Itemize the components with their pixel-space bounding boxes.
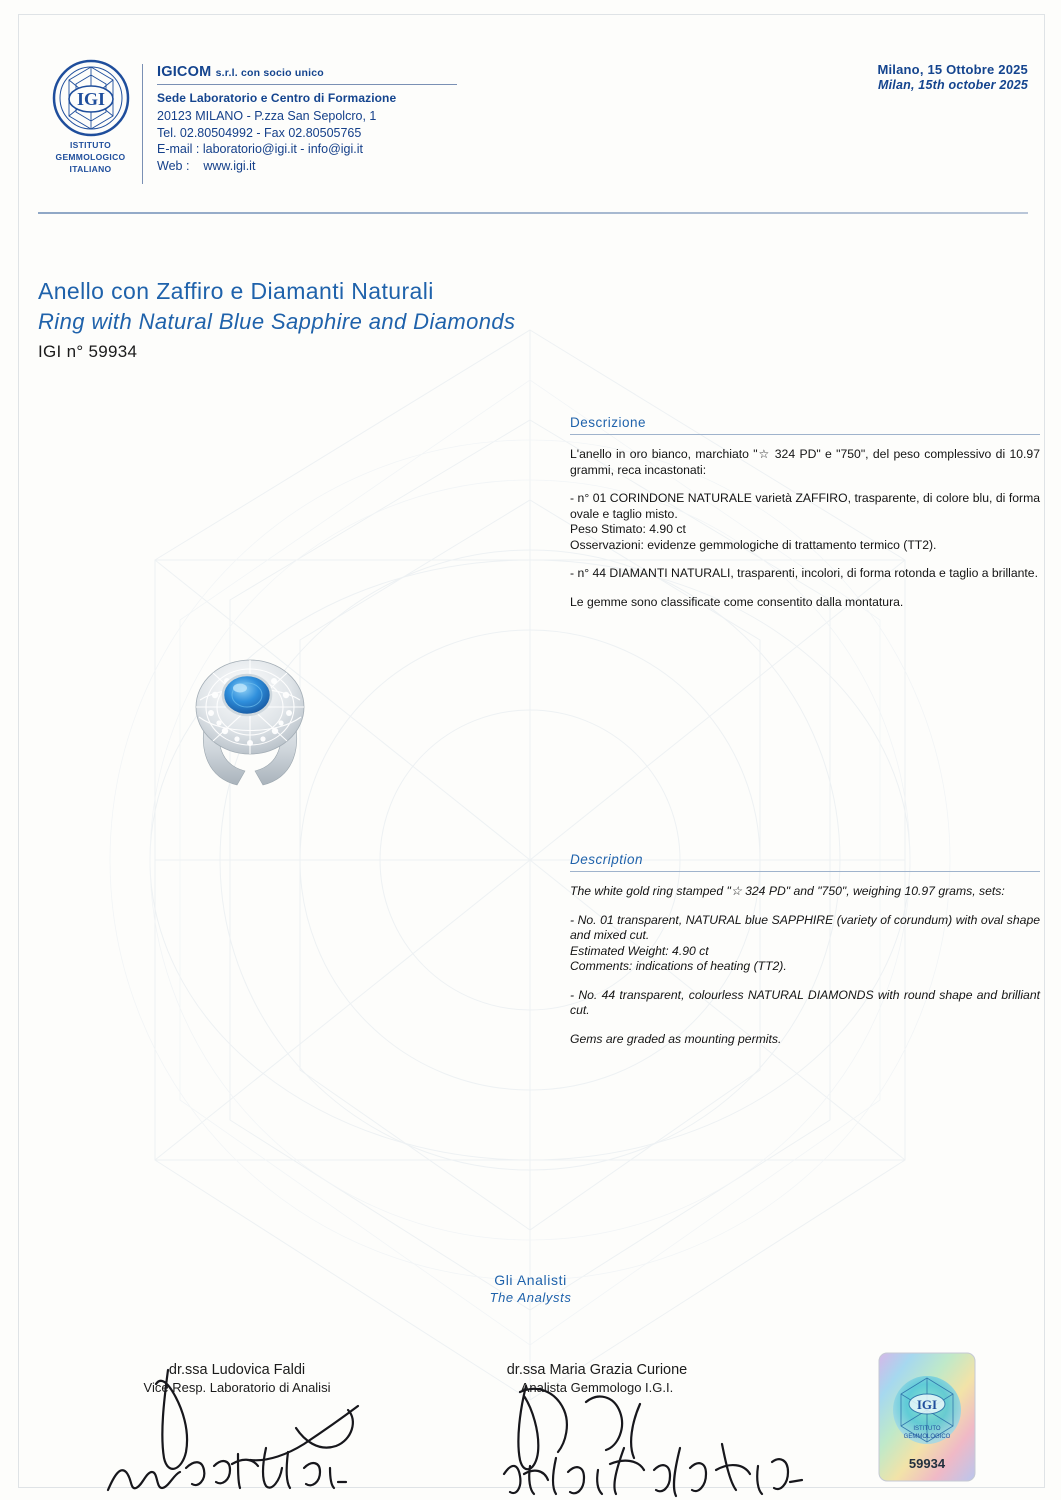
document-header — [38, 58, 1028, 198]
company-divider — [157, 84, 457, 85]
signature-block-1 — [92, 1362, 382, 1395]
hologram-institute-line-1: ISTITUTO — [913, 1426, 941, 1432]
company-web-value[interactable]: www.igi.it — [203, 158, 256, 173]
description-en-paragraph-3: - No. 44 transparent, colourless NATURAL DIAMONDS with round shape and brilliant cut. — [570, 987, 1040, 1017]
company-name: IGICOM — [157, 64, 212, 80]
description-it-paragraph-3: - n° 44 DIAMANTI NATURALI, trasparenti, incolori, di forma rotonda e taglio a brillante. — [570, 566, 1038, 580]
hologram-institute-line-2: GEMMOLOGICO — [903, 1434, 951, 1440]
hologram-seal — [878, 1352, 976, 1482]
company-web-row — [157, 158, 457, 175]
signatory-1-role: Vice Resp. Laboratorio di Analisi — [143, 1380, 331, 1395]
description-en-paragraph-4: Gems are graded as mounting permits. — [570, 1031, 782, 1046]
description-en-paragraph-2: - No. 01 transparent, NATURAL blue SAPPHIRE (variety of corundum) with oval shape and mixed cut. — [570, 912, 1040, 942]
issue-date-en: Milan, 15th october 2025 — [878, 78, 1028, 92]
company-details — [142, 64, 457, 184]
description-it-comments: Osservazioni: evidenze gemmologiche di trattamento termico (TT2). — [570, 537, 937, 552]
description-it-paragraph-2: - n° 01 CORINDONE NATURALE varietà ZAFFIRO, trasparente, di colore blu, di forma ovale e taglio misto. — [570, 491, 1040, 521]
company-subtitle: Sede Laboratorio e Centro di Formazione — [157, 91, 397, 105]
issue-date-it: Milano, 15 Ottobre 2025 — [877, 62, 1028, 77]
company-name-suffix: s.r.l. con socio unico — [215, 67, 324, 79]
description-en-comments: Comments: indications of heating (TT2). — [570, 959, 787, 973]
signatory-1-name: dr.ssa Ludovica Faldi — [168, 1362, 306, 1378]
company-phone: Tel. 02.80504992 - Fax 02.80505765 — [157, 125, 362, 140]
issue-date — [877, 62, 1028, 92]
company-address: 20123 MILANO - P.zza San Sepolcro, 1 — [157, 109, 377, 123]
description-it-paragraph-4: Le gemme sono classificate come consentito dalla montatura. — [570, 594, 904, 609]
signature-block-2 — [452, 1362, 742, 1395]
page-border — [18, 14, 1045, 1488]
description-it-heading: Descrizione — [570, 415, 647, 430]
report-number: IGI n° 59934 — [38, 342, 138, 361]
institute-line-1: ISTITUTO — [70, 140, 111, 150]
description-en-rule — [570, 871, 1040, 872]
description-it-rule — [570, 434, 1040, 435]
ring-photograph — [175, 645, 325, 795]
description-en-heading: Description — [570, 852, 644, 867]
hologram-number: 59934 — [908, 1456, 946, 1471]
company-web-label: Web : — [157, 158, 190, 173]
report-titles — [38, 278, 738, 362]
company-name-row — [157, 64, 457, 80]
header-divider — [38, 212, 1028, 214]
igi-diamond-icon — [51, 58, 131, 138]
signatory-2-role: Analista Gemmologo I.G.I. — [520, 1380, 674, 1395]
description-en-paragraph-1: The white gold ring stamped "☆ 324 PD" and "750", weighing 10.97 grams, sets: — [570, 884, 1005, 898]
institute-line-3: ITALIANO — [69, 164, 112, 174]
institute-line-2: GEMMOLOGICO — [55, 152, 126, 162]
description-en-estimated-weight: Estimated Weight: 4.90 ct — [570, 943, 709, 958]
description-italian — [570, 415, 1040, 623]
igi-logo — [38, 58, 143, 174]
description-it-paragraph-1: L'anello in oro bianco, marchiato "☆ 324 PD" e "750", del peso complessivo di 10.97 grammi, reca incastonati: — [570, 447, 1040, 477]
analysts-heading-it: Gli Analisti — [494, 1272, 567, 1288]
page-title-it: Anello con Zaffiro e Diamanti Naturali — [38, 278, 434, 304]
svg-text:IGI: IGI — [76, 89, 105, 109]
page-title-en: Ring with Natural Blue Sapphire and Diamonds — [38, 309, 516, 334]
hologram-mark-text: IGI — [916, 1397, 938, 1412]
company-email: E-mail : laboratorio@igi.it - info@igi.it — [157, 142, 363, 156]
analysts-heading-en: The Analysts — [489, 1290, 572, 1305]
signatory-2-name: dr.ssa Maria Grazia Curione — [506, 1362, 688, 1378]
description-english — [570, 852, 1040, 1060]
description-it-estimated-weight: Peso Stimato: 4.90 ct — [570, 522, 686, 536]
analysts-heading-block — [0, 1272, 1061, 1305]
